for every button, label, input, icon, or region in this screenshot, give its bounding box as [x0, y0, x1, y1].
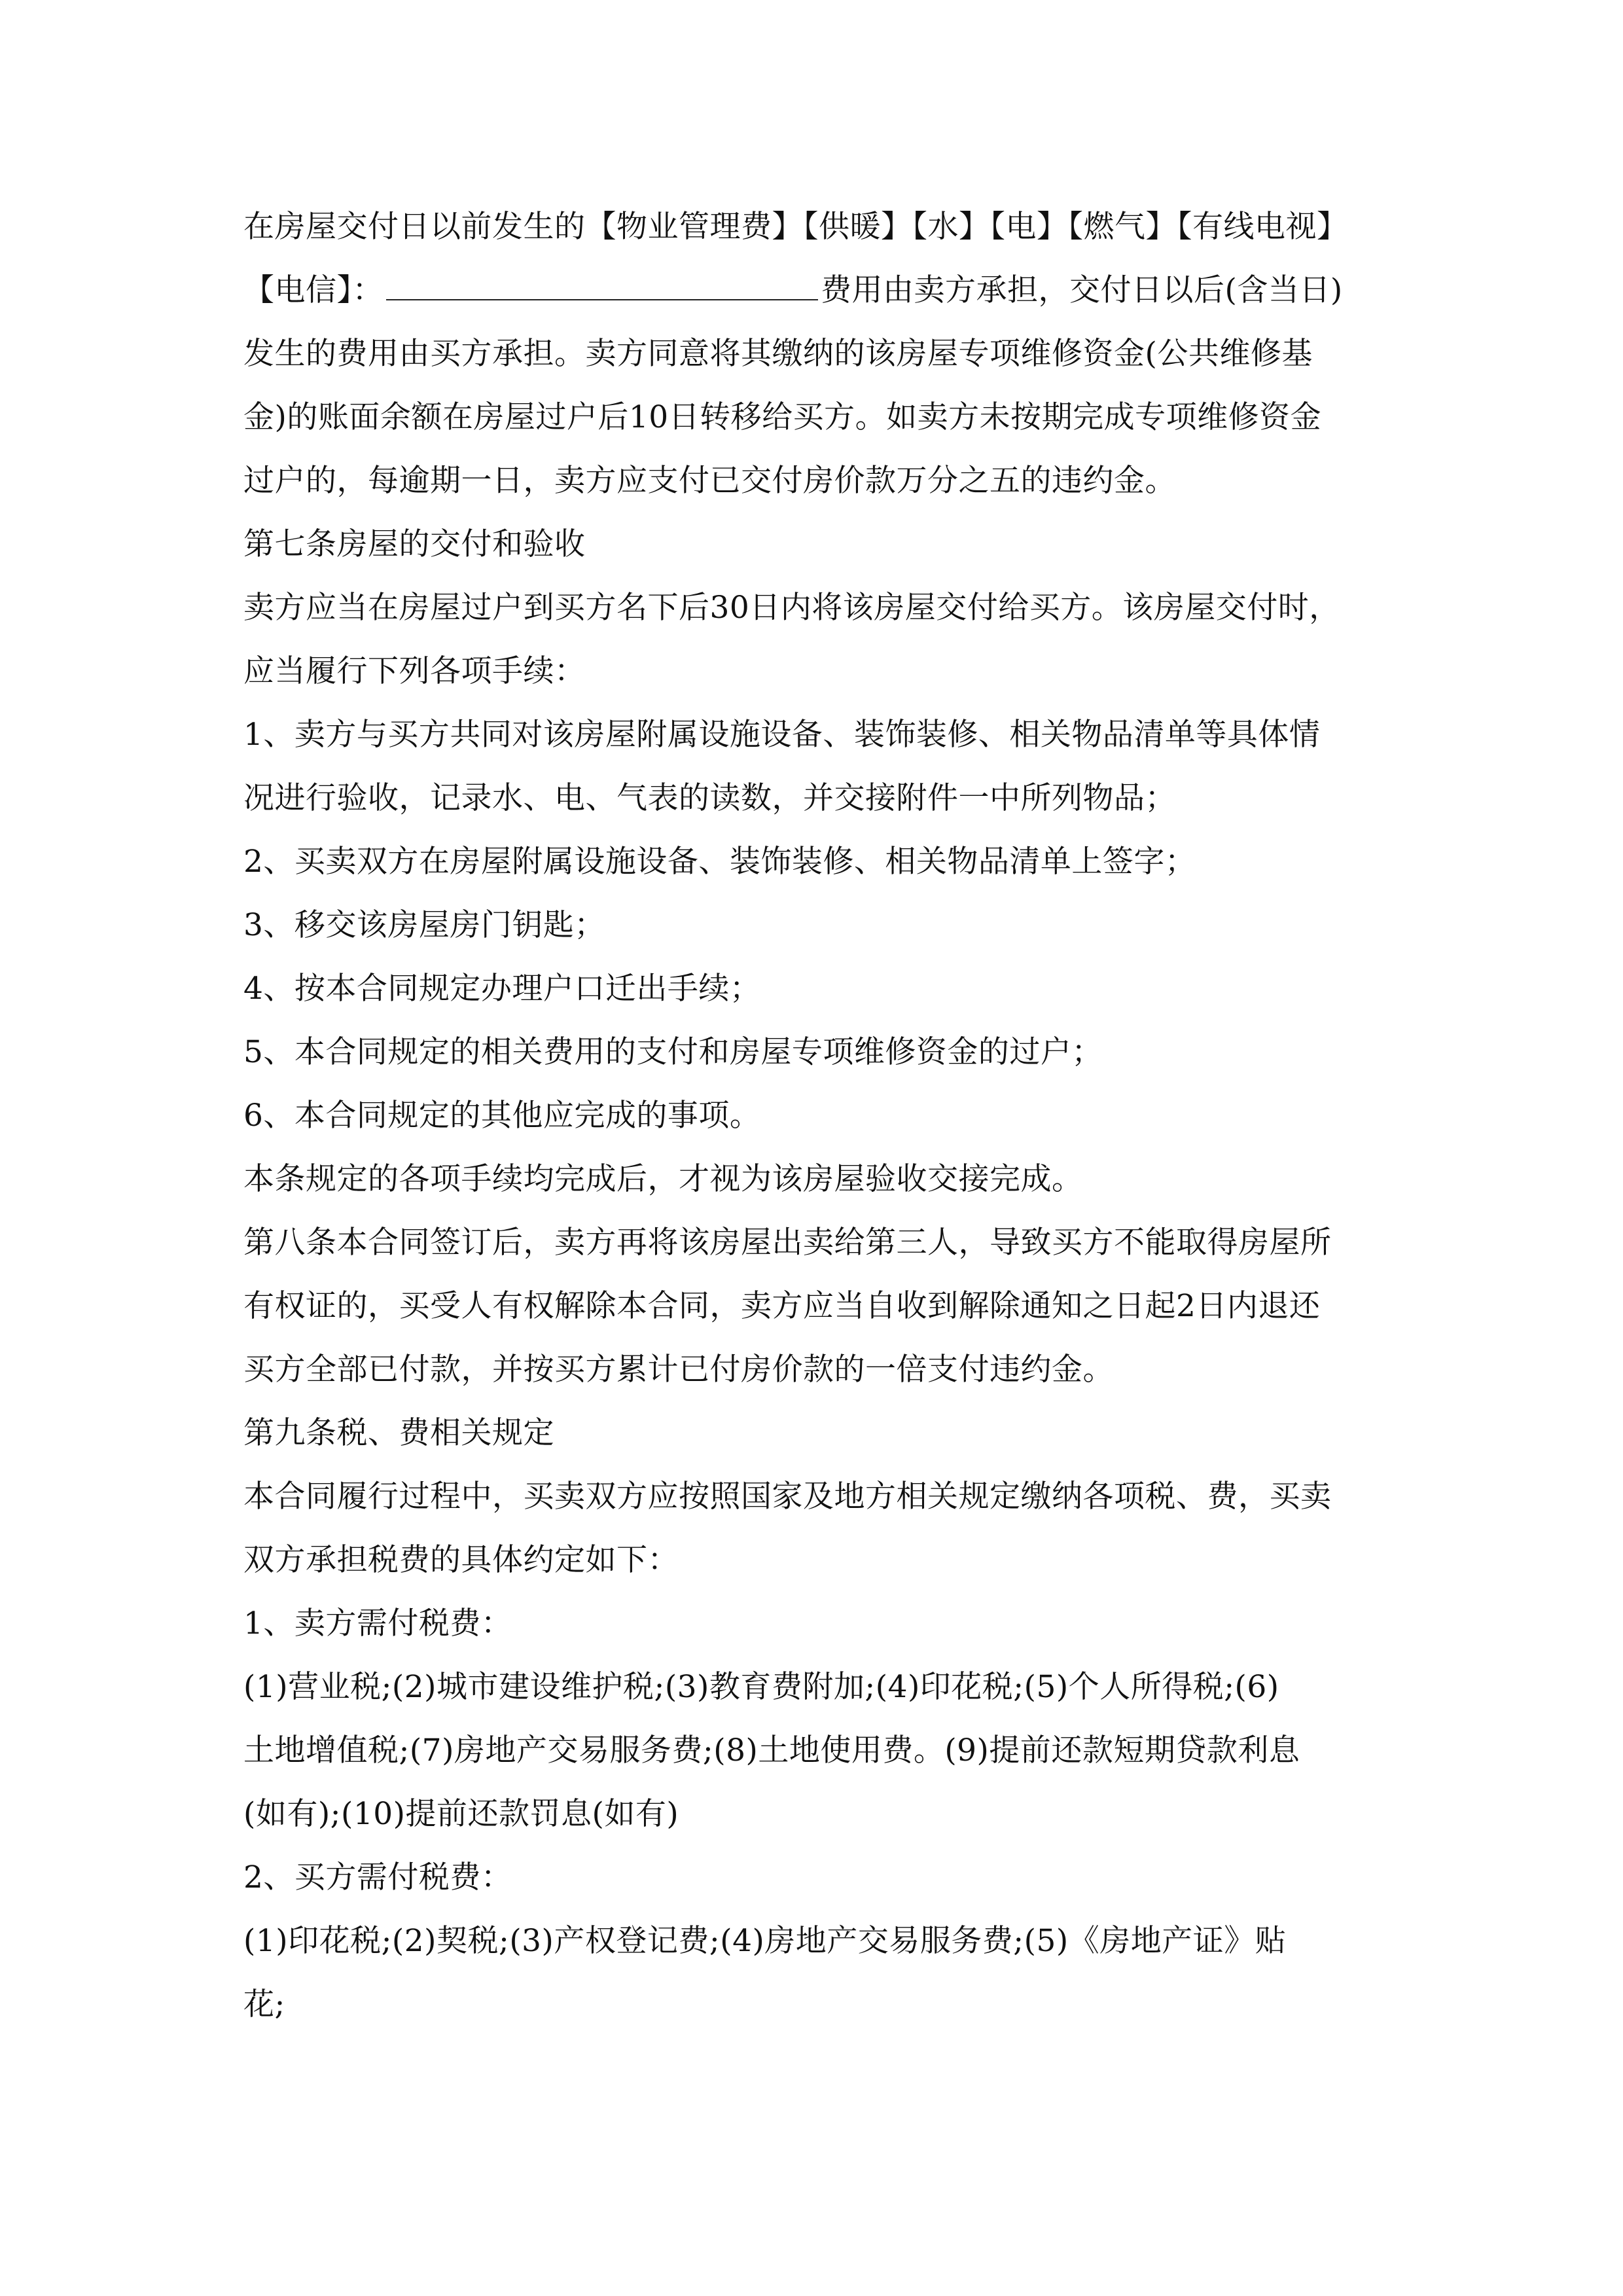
list-item: 1、卖方与买方共同对该房屋附属设施设备、装饰装修、相关物品清单等具体情 [243, 717, 1321, 753]
list-item: 2、买卖双方在房屋附属设施设备、装饰装修、相关物品清单上签字； [243, 844, 1196, 880]
tax-list-line: 土地增值税;(7)房地产交易服务费;(8)土地使用费。(9)提前还款短期贷款利息 [243, 1732, 1300, 1768]
section-heading: 第八条本合同签订后，卖方再将该房屋出卖给第三人，导致买方不能取得房屋所 [243, 1225, 1332, 1261]
paragraph-line: 发生的费用由买方承担。卖方同意将其缴纳的该房屋专项维修资金(公共维修基 [243, 336, 1313, 372]
paragraph-line: 买方全部已付款，并按买方累计已付房价款的一倍支付违约金。 [243, 1352, 1114, 1388]
list-item: 6、本合同规定的其他应完成的事项。 [243, 1098, 761, 1134]
tax-list-line: (1)营业税;(2)城市建设维护税;(3)教育费附加;(4)印花税;(5)个人所得税;(6) [243, 1669, 1279, 1705]
paragraph-line: 卖方应当在房屋过户到买方名下后30日内将该房屋交付给买方。该房屋交付时， [243, 590, 1340, 626]
telecom-label: 【电信】： [243, 272, 383, 308]
tax-list-line: 花; [243, 1986, 285, 2022]
section-heading: 第七条房屋的交付和验收 [243, 526, 586, 562]
list-item: 4、按本合同规定办理户口迁出手续； [243, 971, 761, 1007]
tax-list-line: (如有);(10)提前还款罚息(如有) [243, 1796, 679, 1832]
paragraph-line: 双方承担税费的具体约定如下： [243, 1542, 679, 1578]
fill-in-blank[interactable] [386, 265, 818, 300]
document-body [243, 195, 1421, 2036]
telecom-fee-line [243, 259, 1421, 322]
paragraph-line: 有权证的，买受人有权解除本合同，卖方应当自收到解除通知之日起2日内退还 [243, 1288, 1321, 1324]
paragraph-line: 金)的账面余额在房屋过户后10日转移给买方。如卖方未按期完成专项维修资金 [243, 399, 1322, 435]
list-item: 1、卖方需付税费： [243, 1605, 512, 1641]
paragraph-line: 过户的，每逾期一日，卖方应支付已交付房价款万分之五的违约金。 [243, 463, 1176, 499]
paragraph-line: 本条规定的各项手续均完成后，才视为该房屋验收交接完成。 [243, 1161, 1083, 1197]
section-heading: 第九条税、费相关规定 [243, 1415, 554, 1451]
paragraph-line: 应当履行下列各项手续： [243, 653, 586, 689]
tax-list-line: (1)印花税;(2)契税;(3)产权登记费;(4)房地产交易服务费;(5)《房地产证》贴 [243, 1923, 1287, 1959]
paragraph-line: 在房屋交付日以前发生的【物业管理费】【供暖】【水】【电】【燃气】【有线电视】 [243, 209, 1348, 245]
paragraph-line: 本合同履行过程中，买卖双方应按照国家及地方相关规定缴纳各项税、费，买卖 [243, 1479, 1332, 1515]
list-item: 2、买方需付税费： [243, 1859, 512, 1895]
list-item: 3、移交该房屋房门钥匙； [243, 907, 605, 943]
list-item: 况进行验收，记录水、电、气表的读数，并交接附件一中所列物品； [243, 780, 1176, 816]
list-item: 5、本合同规定的相关费用的支付和房屋专项维修资金的过户； [243, 1034, 1103, 1070]
telecom-suffix: 费用由卖方承担，交付日以后(含当日) [821, 272, 1343, 308]
